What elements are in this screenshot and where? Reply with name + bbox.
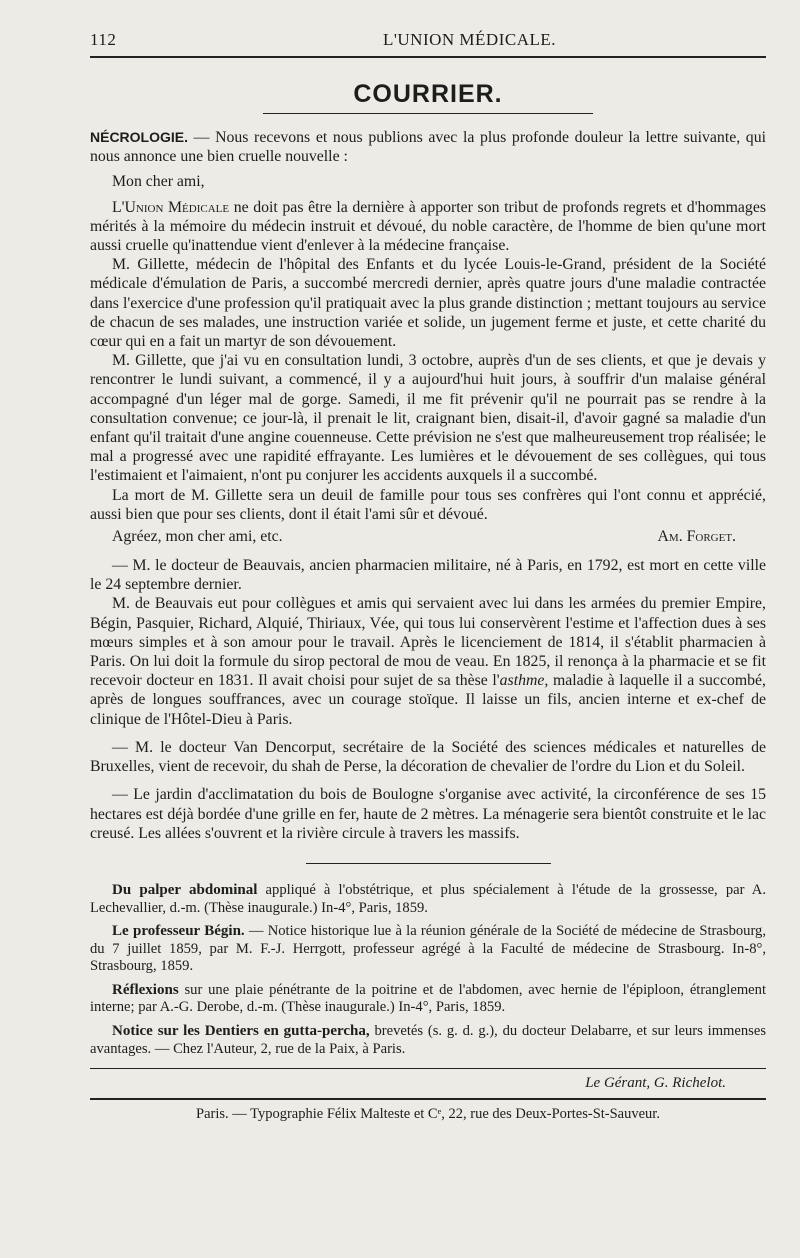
letter-closing (90, 528, 766, 546)
necrology-label: NÉCROLOGIE. (90, 129, 189, 145)
letter-paragraph-3: M. Gillette, que j'ai vu en consultation lundi, 3 octobre, auprès d'un de ses clients, et que je devais y rencontrer le lundi suivant, a commencé, il y a aujourd'hui huit jours, à souffrir d'un malaise général accompagné d'un léger mal de gorge. Samedi, il me fit prévenir qu'il ne pourrait pas se rendre à la consultation convenue; ce jour-là, il prenait le lit, craignant bien, disait-il, d'avoir gagné sa maladie d'un enfant qu'il traitait d'une angine couenneuse. Cette prévision ne s'est que malheureusement trop réalisée; le mal a progressé avec une rapidité effrayante. Les lumières et le dévouement de ses collègues, qui tous l'estimaient et l'aimaient, n'ont pu conjurer les accidents auxquels il a succombé. (90, 352, 766, 485)
title-rule (263, 113, 593, 114)
running-header (90, 30, 766, 50)
footer-rule-thick (90, 1098, 766, 1100)
vandencorput-paragraph: — M. le docteur Van Dencorput, secrétaire de la Société des sciences médicales et naturelles de Bruxelles, vient de recevoir, du shah de Perse, la décoration de chevalier de l'ordre du Lion et du Soleil. (90, 738, 766, 776)
salutation: Mon cher ami, (112, 173, 205, 191)
header-rule (90, 56, 766, 58)
letter-paragraph-2: M. Gillette, médecin de l'hôpital des Enfants et du lycée Louis-le-Grand, président de la Société médicale d'émulation de Paris, a succombé mercredi dernier, après quatre jours d'une maladie contractée dans l'exercice d'une profession qu'il pratiquait avec la plus grande distinction ; mettant toujours au service de chacun de ses malades, une instruction variée et solide, un jugement ferme et juste, et cette charité du cœur qui en a fait un martyr de son dévouement. (90, 256, 766, 351)
beauvais-paragraph-1: — M. le docteur de Beauvais, ancien pharmacien militaire, né à Paris, en 1792, est mort en cette ville le 24 septembre dernier. (90, 557, 766, 594)
section-title: COURRIER. (353, 80, 503, 108)
biblio-entry: Du palper abdominal appliqué à l'obstétrique, et plus spécialement à l'étude de la grossesse, par A. Lechevallier, d.-m. (Thèse inaugurale.) In-4°, Paris, 1859. (90, 881, 766, 916)
beauvais-paragraph-2: M. de Beauvais eut pour collègues et amis qui servaient avec lui dans les armées du premier Empire, Bégin, Pasquier, Richard, Alquié, Thiriaux, Vée, qui tous lui conservèrent l'estime et l'affection dues à ses mœurs simples et à son amour pour le travail. Après le licenciement de 1814, il s'établit pharmacien à Paris. On lui doit la formule du sirop pectoral de mou de veau. En 1825, il renonça à la pharmacie et se fit recevoir docteur en 1831. Il avait choisi pour sujet de sa thèse l'asthme, maladie à laquelle il a succombé, après de longues souffrances, avec un courage stoïque. Il laisse un fils, ancien interne et ex-chef de clinique de l'Hôtel-Dieu à Paris. (90, 595, 766, 728)
necrology-intro: NÉCROLOGIE. — Nous recevons et nous publions avec la plus profonde douleur la lettre suivante, qui nous annonce une bien cruelle nouvelle : (90, 129, 766, 166)
biblio-entry: Le professeur Bégin. — Notice historique lue à la réunion générale de la Société de médecine de Strasbourg, du 7 juillet 1859, par M. F.-J. Herrgott, professeur agrégé à la Faculté de médecine de Strasbourg. In-8°, Strasbourg, 1859. (90, 923, 766, 975)
letter-paragraph-1: L'Union Médicale ne doit pas être la dernière à apporter son tribut de profonds regrets et d'hommages mérités à la mémoire du médecin instruit et dévoué, du noble caractère, de l'homme de bien qu'une mort aussi cruelle qu'inattendue vient d'enlever à la médecine française. (90, 198, 766, 255)
biblio-entry: Notice sur les Dentiers en gutta-percha, brevetés (s. g. d. g.), du docteur Delabarre, et sur leurs immenses avantages. — Chez l'Auteur, 2, rue de la Paix, à Paris. (90, 1023, 767, 1057)
closing-formula: Agréez, mon cher ami, etc. (112, 528, 283, 546)
footer-rule (90, 1068, 766, 1069)
running-title: L'UNION MÉDICALE. (382, 30, 556, 49)
signature: Am. Forget. (657, 528, 736, 546)
bibliography (90, 882, 766, 1058)
gerant-signature: Le Gérant, G. Richelot. (585, 1075, 726, 1092)
jardin-paragraph: — Le jardin d'acclimatation du bois de Boulogne s'organise avec activité, la circonférence de ses 15 hectares est déjà bordée d'une grille en fer, haute de 2 mètres. La ménagerie sera bientôt construite et le lac creusé. Les allées s'ouvrent et la rivière circule à travers les massifs. (90, 786, 766, 842)
letter-paragraph-4: La mort de M. Gillette sera un deuil de famille pour tous ses confrères qui l'ont connu et apprécié, aussi bien que pour ses clients, dont il était l'ami sûr et dévoué. (90, 486, 766, 523)
page-number: 112 (90, 30, 117, 49)
biblio-entry: Réflexions sur une plaie pénétrante de la poitrine et de l'abdomen, avec hernie de l'épiploon, étranglement interne; par A.-G. Derobe, d.-m. (Thèse inaugurale.) In-4°, Paris, 1859. (90, 981, 766, 1016)
printer-imprint: Paris. — Typographie Félix Malteste et Cᵉ, 22, rue des Deux-Portes-St-Sauveur. (196, 1106, 660, 1123)
section-divider (306, 863, 551, 864)
